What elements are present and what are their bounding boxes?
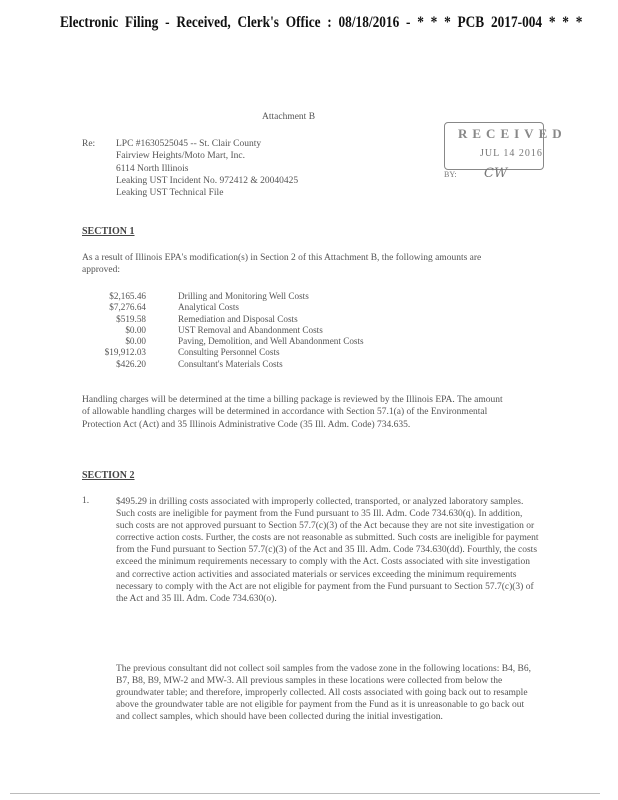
re-line-file: Leaking UST Technical File — [116, 188, 224, 199]
stamp-date: JUL 14 2016 — [480, 148, 543, 159]
handling-charges-paragraph: Handling charges will be determined at the time a billing package is reviewed by the Illinois EPA. The amount of allowable handling charges will be determined in accordance with Section 57.1(a) of the Environmental Protection Act (Act) and 35 Illinois Administrative Code (35 Ill. Adm. Code) 734.635. — [82, 395, 503, 430]
re-line-address: 6114 North Illinois — [116, 163, 189, 174]
cost-label: Drilling and Monitoring Well Costs — [178, 291, 309, 301]
cost-label: Consultant's Materials Costs — [178, 358, 283, 369]
cost-amount: $426.20 — [116, 358, 146, 369]
received-stamp — [444, 122, 567, 181]
electronic-filing-header: Electronic Filing - Received, Clerk's Office : 08/18/2016 - * * * PCB 2017-004 * * * — [60, 14, 583, 31]
re-line-site: LPC #1630525045 -- St. Clair County — [116, 139, 262, 149]
section-1-intro: As a result of Illinois EPA's modification(s) in Section 2 of this Attachment B, the following amounts are approved: — [82, 253, 482, 276]
re-line-owner: Fairview Heights/Moto Mart, Inc. — [116, 151, 246, 162]
re-line-incident: Leaking UST Incident No. 972412 & 20040425 — [116, 175, 299, 186]
stamp-initials: CW — [484, 166, 508, 181]
page-bottom-divider — [10, 793, 600, 794]
section-2-heading: SECTION 2 — [82, 470, 135, 481]
cost-label: Analytical Costs — [178, 302, 239, 313]
cost-amount: $19,912.03 — [104, 347, 146, 358]
attachment-title: Attachment B — [262, 112, 316, 122]
re-label: Re: — [82, 139, 96, 149]
cost-amount: $0.00 — [125, 336, 146, 347]
cost-label: Remediation and Disposal Costs — [178, 313, 298, 324]
section-1-heading: SECTION 1 — [82, 226, 135, 237]
cost-amount: $7,276.64 — [109, 302, 146, 313]
re-lines — [116, 138, 298, 199]
section-2-item-1-followup: The previous consultant did not collect soil samples from the vadose zone in the following locations: B4, B6, B7, B8, B9, MW-2 and MW-3. All previous samples in these locations were collected from below the groundwater table; and therefore, improperly collected. All costs associated with going back out to resample above the groundwater table are not eligible for payment from the Fund as it is unreasonable to go back out and collect samples, which should have been collected during the initial investigation. — [116, 664, 532, 723]
stamp-by-label: BY: — [444, 170, 457, 179]
section-2-item-1-paragraph: $495.29 in drilling costs associated with improperly collected, transported, or analyzed laboratory samples. Such costs are ineligible for payment from the Fund pursuant to 35 Ill. Adm. Code 734.630(q). In addition, such costs are not approved pursuant to Section 57.7(c)(3) of the Act because they are not site investigation or corrective action costs. Further, the costs are not reasonable as submitted. Such costs are ineligible for payment from the Fund pursuant to Section 57.7(c)(3) of the Act and 35 Ill. Adm. Code 734.630(dd). Fourthly, the costs exceed the minimum requirements necessary to comply with the Act. Costs associated with site investigation and corrective action activities and associated materials or services exceeding the minimum requirements necessary to comply with the Act are not eligible for payment from the Fund pursuant to Section 57.7(c)(3) of the Act and 35 Ill. Adm. Code 734.630(o). — [116, 497, 539, 604]
cost-label: UST Removal and Abandonment Costs — [178, 324, 323, 335]
cost-amount: $0.00 — [125, 324, 146, 335]
cost-label: Paving, Demolition, and Well Abandonment Costs — [178, 336, 364, 347]
cost-amount: $519.58 — [116, 313, 146, 324]
cost-amount: $2,165.46 — [109, 291, 146, 301]
cost-label: Consulting Personnel Costs — [178, 347, 280, 358]
stamp-received-text: RECEIVED — [458, 126, 567, 141]
item-number: 1. — [82, 496, 90, 506]
